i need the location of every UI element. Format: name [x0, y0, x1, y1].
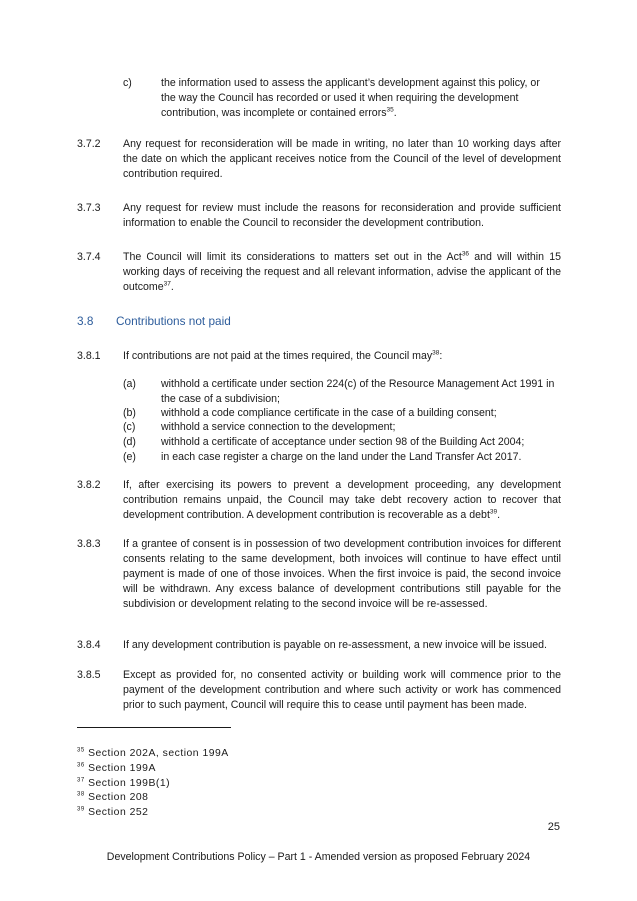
footnote-39 — [77, 806, 148, 820]
footnote-ref-37[interactable]: 37 — [163, 280, 171, 288]
footnote-38 — [77, 791, 148, 805]
list-item-a-text: withhold a certificate under section 224(c) of the Resource Management Act 1991 in the case of a subdivision; — [161, 378, 555, 405]
section-3-8-1-text — [123, 349, 561, 364]
list-item-a-label: (a) — [123, 378, 136, 390]
footnote-ref-36[interactable]: 36 — [461, 250, 470, 258]
section-3-8-1-tail: : — [439, 350, 443, 362]
list-item-e-text: in each case register a charge on the land under the Land Transfer Act 2017. — [161, 451, 522, 463]
footnote-39-marker: 39 — [77, 806, 85, 813]
section-3-8-heading: Contributions not paid — [116, 314, 231, 328]
item-c-line-1: the information used to assess the applicant’s development against this policy, or — [161, 77, 540, 89]
section-3-8-3-text: If a grantee of consent is in possession of two development contribution invoices for different consents relating to the same development, both invoices will continue to have effect until payment is made of one of those invoices. When the first invoice is paid, the second invoice will be withdrawn. Any excess balance of development contributions still payable for the subdivision or development relating to the second invoice will be re-assessed. — [123, 538, 561, 610]
footnote-39-text: Section 252 — [88, 807, 149, 818]
footnote-38-marker: 38 — [77, 791, 85, 798]
section-3-8-1-number: 3.8.1 — [77, 350, 101, 362]
footnote-35-marker: 35 — [77, 747, 85, 754]
list-item-e-label: (e) — [123, 451, 136, 463]
footnote-separator — [77, 727, 231, 728]
footnote-36 — [77, 762, 156, 776]
section-3-8-2-tail: . — [497, 509, 501, 521]
section-3-7-4-text-a: The Council will limit its considerations to matters set out in the Act — [123, 251, 462, 263]
item-c-text — [161, 76, 571, 121]
list-item-c-label: (c) — [123, 421, 136, 433]
section-3-8-4-text: If any development contribution is payable on re-assessment, a new invoice will be issued. — [123, 639, 547, 651]
section-3-7-4-text — [123, 250, 561, 295]
list-item-b-label: (b) — [123, 407, 136, 419]
footnote-37 — [77, 777, 170, 791]
item-c-line-3-text: contribution, was incomplete or contained errors — [161, 107, 387, 119]
section-3-8-5-text: Except as provided for, no consented activity or building work will commence prior to the payment of the development contribution and where such activity or work has commenced prior to such payment, Council will require this to cease until payment has been made. — [123, 669, 561, 711]
section-3-8-2-text — [123, 478, 561, 523]
footnote-38-text: Section 208 — [88, 792, 149, 803]
list-item-b-text: withhold a code compliance certificate in the case of a building consent; — [161, 407, 497, 419]
list-item-c-text: withhold a service connection to the development; — [161, 421, 396, 433]
section-3-8-number: 3.8 — [77, 314, 94, 328]
item-c-line-2: the way the Council has recorded or used it when requiring the development — [161, 92, 519, 104]
section-3-7-4-number: 3.7.4 — [77, 251, 101, 263]
item-c-line-3 — [161, 106, 571, 121]
footnote-ref-38[interactable]: 38 — [432, 349, 440, 357]
list-item-d-label: (d) — [123, 436, 136, 448]
footnote-35-text: Section 202A, section 199A — [88, 748, 229, 759]
section-3-7-4-text-b: and will within 15 working days of receiving the request and all relevant information, advise the applicant of the outcome — [123, 251, 561, 293]
section-3-7-2-text: Any request for reconsideration will be made in writing, no later than 10 working days after the date on which the applicant receives notice from the Council of the level of development contribution required. — [123, 138, 561, 180]
section-3-7-4-tail: . — [170, 281, 174, 293]
footnote-37-marker: 37 — [77, 777, 85, 784]
list-item-d-text: withhold a certificate of acceptance under section 98 of the Building Act 2004; — [161, 436, 525, 448]
item-c-label: c) — [123, 77, 132, 89]
section-3-8-5-number: 3.8.5 — [77, 669, 101, 681]
page-footer: Development Contributions Policy – Part 1 - Amended version as proposed February 2024 — [106, 851, 531, 863]
footnote-ref-39[interactable]: 39 — [489, 508, 498, 516]
item-c-tail: . — [393, 107, 397, 119]
footnote-37-text: Section 199B(1) — [88, 778, 171, 789]
footnote-36-marker: 36 — [77, 762, 85, 769]
page-number: 25 — [547, 821, 560, 833]
footnote-36-text: Section 199A — [88, 763, 156, 774]
footnote-ref-35[interactable]: 35 — [386, 106, 394, 114]
section-3-8-2-body: If, after exercising its powers to prevent a development proceeding, any development contribution remains unpaid, the Council may take debt recovery action to recover that development contribution. A development contribution is recoverable as a debt — [123, 479, 561, 521]
footnote-35 — [77, 747, 229, 761]
section-3-7-2-number: 3.7.2 — [77, 138, 101, 150]
section-3-7-3-number: 3.7.3 — [77, 202, 101, 214]
section-3-8-4-number: 3.8.4 — [77, 639, 101, 651]
section-3-8-1-intro: If contributions are not paid at the times required, the Council may — [123, 350, 433, 362]
section-3-8-2-number: 3.8.2 — [77, 479, 101, 491]
section-3-8-3-number: 3.8.3 — [77, 538, 101, 550]
section-3-7-3-text: Any request for review must include the reasons for reconsideration and provide sufficient information to enable the Council to reconsider the development contribution. — [123, 202, 561, 229]
